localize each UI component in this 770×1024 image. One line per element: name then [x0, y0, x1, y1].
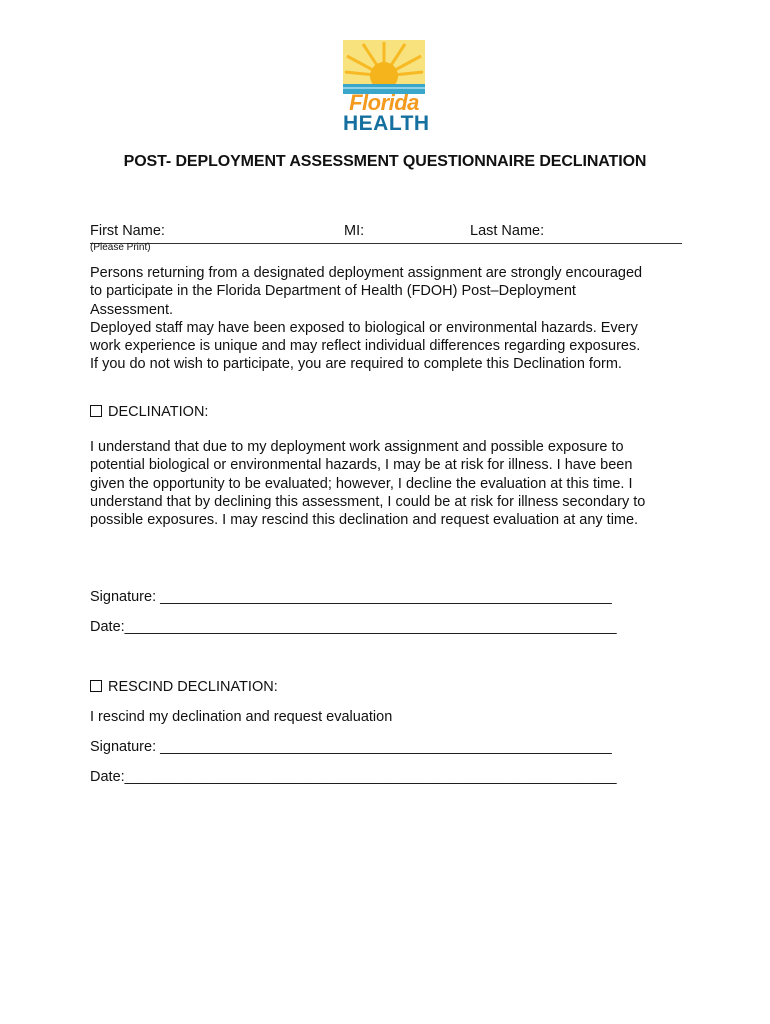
first-name-label: First Name:: [90, 223, 165, 239]
declination-paragraph: I understand that due to my deployment work assignment and possible exposure to potential biological or environmental hazards, I may be at risk for illness. I have been given the opportunity to be evaluated; however, I decline the evaluation at this time. I understand that by declining this assessment, I could be at risk for illness secondary to possible exposures. I may rescind this declination and request evaluation at any time.: [90, 439, 646, 529]
mi-label: MI:: [344, 223, 365, 239]
declination-heading-label: DECLINATION:: [108, 404, 209, 420]
intro-paragraph: Persons returning from a designated deployment assignment are strongly encouraged to participate in the Florida Department of Health (FDOH) Post–Deployment Assessment. Deployed staff may have been exposed to biological or environmental hazards. Every work experience is unique and may reflect individual differences regarding exposures. If you do not wish to participate, you are required to complete this Declination form.: [90, 265, 643, 373]
rescind-heading-label: RESCIND DECLINATION:: [108, 679, 278, 695]
rescind-heading: [90, 679, 278, 695]
page-title: POST- DEPLOYMENT ASSESSMENT QUESTIONNAIRE DECLINATION: [123, 153, 647, 170]
declination-checkbox[interactable]: [90, 405, 102, 417]
declination-signature-line[interactable]: Signature: ________________________________________________________: [90, 589, 612, 605]
logo-florida-text: Florida: [349, 90, 419, 115]
declination-heading: [90, 404, 208, 420]
rescind-statement: I rescind my declination and request evaluation: [90, 709, 393, 725]
name-field-row[interactable]: [90, 223, 682, 244]
rescind-date-line[interactable]: Date:_____________________________________________________________: [90, 769, 617, 785]
rescind-signature-line[interactable]: Signature: ________________________________________________________: [90, 739, 612, 755]
rescind-checkbox[interactable]: [90, 680, 102, 692]
please-print-note: (Please Print): [90, 242, 151, 253]
last-name-label: Last Name:: [470, 223, 545, 239]
declination-date-line[interactable]: Date:_____________________________________________________________: [90, 619, 617, 635]
logo-health-text: HEALTH: [343, 112, 430, 135]
florida-health-logo: [343, 40, 430, 136]
